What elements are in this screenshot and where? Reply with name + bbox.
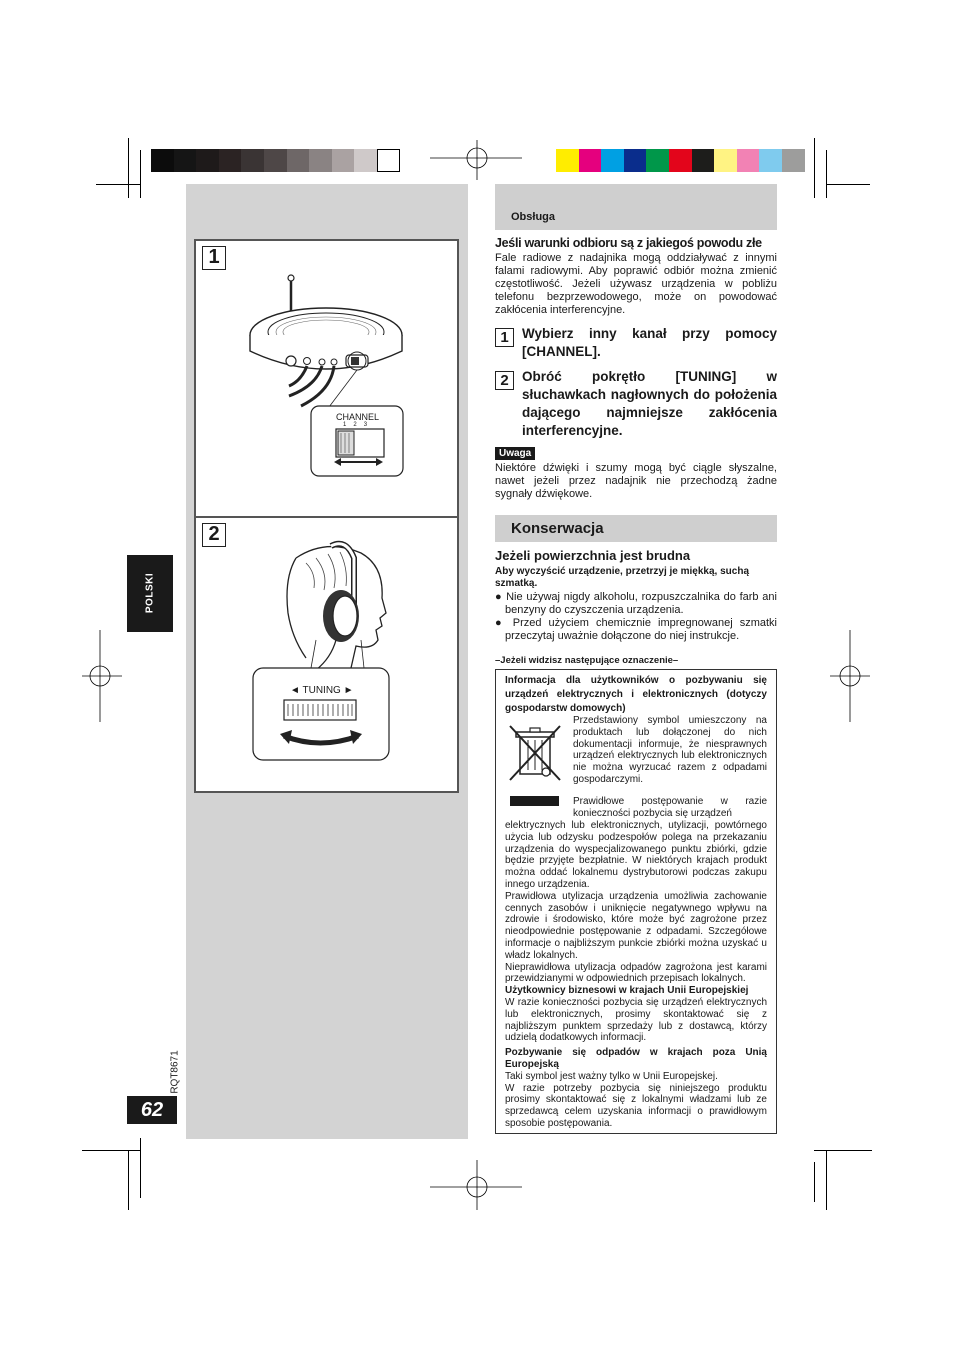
calibration-swatch bbox=[579, 149, 602, 172]
section-header-title: Obsługa bbox=[511, 211, 556, 223]
weee-para-2-rest: elektrycznych lub elektronicznych, utylizacji, powtórnego użycia lub odzysku podzespołów polega na przekazaniu urządzenia do wyspecjalizowanego punktu zbiórki, gdzie będzie przyjęte bezpłatnie. W niektórych krajach produkt można oddać lokalnemu dystrybutorowi podczas zakupu innego urządzenia. bbox=[505, 820, 767, 890]
maintenance-header bbox=[495, 515, 777, 542]
registration-mark-left bbox=[82, 630, 122, 725]
calibration-swatch bbox=[377, 149, 400, 172]
crossed-bin-icon bbox=[506, 722, 566, 786]
calibration-swatch bbox=[151, 149, 174, 172]
symbol-intro: –Jeżeli widzisz następujące oznaczenie– bbox=[495, 655, 679, 666]
calibration-swatch bbox=[287, 149, 310, 172]
bullet-glyph: ● bbox=[495, 617, 506, 629]
step-2-number: 2 bbox=[495, 371, 514, 390]
channel-position-3: 3 bbox=[363, 422, 368, 428]
calibration-swatch bbox=[737, 149, 760, 172]
weee-para-3: Prawidłowa utylizacja urządzenia umożliwia zachowanie cennych zasobów i uniknięcie negatywnego wpływu na zdrowie i środowisko, które może być zagrożone przez nieodpowiednie postępowanie z odpadami. Szczegółowe informacje o najbliższym punkcie zbiórki można uzyskać u władz lokalnych. bbox=[505, 890, 767, 961]
reception-body: Fale radiowe z nadajnika mogą oddziaływać z innymi falami radiowymi. Aby poprawić odbiór można zmienić częstotliwość. Jeżeli używasz urządzenia w pobliżu telefonu bezprzewodowego, może on powodować zakłócenia interferencyjne. bbox=[495, 252, 777, 316]
calibration-swatch bbox=[782, 149, 805, 172]
weee-para-1: Przedstawiony symbol umieszczony na produktach lub dołączonej do nich dokumentacji informuje, że niesprawnych urządzeń elektrycznych lub elektronicznych nie można wyrzucać razem z odpadami gospodarczymi. bbox=[573, 715, 767, 785]
weee-bar-mark bbox=[510, 796, 559, 806]
reception-title: Jeśli warunki odbioru są z jakiegoś powodu złe bbox=[495, 236, 762, 250]
calibration-swatch bbox=[354, 149, 377, 172]
registration-mark-right bbox=[830, 630, 870, 725]
step-1-text: Wybierz inny kanał przy pomocy [CHANNEL]. bbox=[522, 326, 777, 359]
bullet-text: Przed użyciem chemicznie impregnowanej szmatki przeczytaj uważnie dołączone do niej instrukcje. bbox=[505, 617, 777, 642]
calibration-swatch bbox=[219, 149, 242, 172]
maintenance-lead: Aby wyczyścić urządzenie, przetrzyj je miękką, suchą szmatką. bbox=[495, 566, 750, 589]
weee-para-4: Nieprawidłowa utylizacja odpadów zagrożona jest karami przewidzianymi w odpowiednich przepisach lokalnych. bbox=[505, 961, 767, 985]
weee-business-title: Użytkownicy biznesowi w krajach Unii Europejskiej bbox=[505, 985, 749, 997]
figure-step-1-number: 1 bbox=[202, 246, 226, 270]
maintenance-subtitle: Jeżeli powierzchnia jest brudna bbox=[495, 548, 691, 563]
maintenance-bullet-2 bbox=[495, 617, 777, 643]
weee-title: Informacja dla użytkowników o pozbywaniu się urządzeń elektrycznych i elektronicznych (dotyczy gospodarstw domowych) bbox=[505, 675, 767, 714]
weee-body bbox=[505, 820, 767, 1130]
maintenance-bullet-1 bbox=[495, 591, 777, 617]
calibration-swatch bbox=[759, 149, 782, 172]
channel-positions bbox=[343, 422, 383, 428]
calibration-swatch bbox=[669, 149, 692, 172]
calibration-swatch bbox=[601, 149, 624, 172]
transmitter-illustration bbox=[196, 241, 457, 516]
calibration-swatch bbox=[624, 149, 647, 172]
page-number: 62 bbox=[127, 1096, 177, 1124]
figure-step-2 bbox=[194, 516, 459, 793]
weee-outside-text-2: W razie potrzeby pozbycia się niniejszego produktu prosimy skontaktować się z lokalnymi władzami lub ze sprzedawcą celem uzyskania informacji o prawidłowym sposobie postępowania. bbox=[505, 1082, 767, 1129]
note-badge: Uwaga bbox=[495, 447, 535, 460]
calibration-swatch bbox=[332, 149, 355, 172]
language-tab bbox=[127, 555, 173, 632]
calibration-swatch bbox=[646, 149, 669, 172]
weee-outside-text-1: Taki symbol jest ważny tylko w Unii Europejskej. bbox=[505, 1070, 718, 1082]
weee-business-text: W razie konieczności pozbycia się urządzeń elektrycznych lub elektronicznych, prosimy skontaktować się z najbliższym punktem sprzedaży lub z dostawcą, którzy udzielą dodatkowych informacji. bbox=[505, 996, 767, 1044]
calibration-swatch bbox=[556, 149, 579, 172]
calibration-swatch bbox=[241, 149, 264, 172]
headphones-illustration bbox=[196, 518, 457, 791]
note-text: Niektóre dźwięki i szumy mogą być ciągle słyszalne, nawet jeżeli przez nadajnik nie przechodzą żadne sygnały dźwiękowe. bbox=[495, 462, 777, 500]
figure-step-1 bbox=[194, 239, 459, 518]
maintenance-title: Konserwacja bbox=[511, 520, 604, 537]
channel-position-1: 1 bbox=[343, 422, 347, 428]
tuning-label: ◄ TUNING ► bbox=[290, 685, 354, 696]
calibration-swatch bbox=[714, 149, 737, 172]
step-2-text: Obróć pokrętło [TUNING] w słuchawkach nagłownych do położenia dającego najmniejsze zakłócenia interferencyjne. bbox=[522, 369, 777, 438]
calibration-swatch bbox=[174, 149, 197, 172]
channel-position-2: 2 bbox=[353, 422, 357, 428]
calibration-swatch bbox=[264, 149, 287, 172]
registration-mark-top bbox=[430, 140, 525, 180]
step-1-number: 1 bbox=[495, 328, 514, 347]
bullet-glyph: ● bbox=[495, 591, 503, 603]
weee-outside-title: Pozbywanie się odpadów w krajach poza Unią Europejską bbox=[505, 1047, 767, 1070]
document-code: RQT8671 bbox=[169, 1050, 181, 1094]
section-header bbox=[495, 184, 777, 230]
channel-label: CHANNEL bbox=[336, 412, 380, 422]
bullet-text: Nie używaj nigdy alkoholu, rozpuszczalnika do farb ani benzyny do czyszczenia urządzenia. bbox=[505, 591, 777, 616]
registration-mark-bottom bbox=[430, 1160, 525, 1210]
language-tab-label: POLSKI bbox=[144, 572, 156, 614]
calibration-swatch bbox=[692, 149, 715, 172]
calibration-swatch bbox=[196, 149, 219, 172]
weee-para-2-side: Prawidłowe postępowanie w razie konieczności pozbycia się urządzeń bbox=[573, 796, 767, 819]
figure-step-2-number: 2 bbox=[202, 523, 226, 547]
calibration-swatch bbox=[309, 149, 332, 172]
reception-section bbox=[495, 236, 777, 317]
maintenance-section bbox=[495, 548, 777, 643]
weee-info-box bbox=[495, 669, 777, 1134]
